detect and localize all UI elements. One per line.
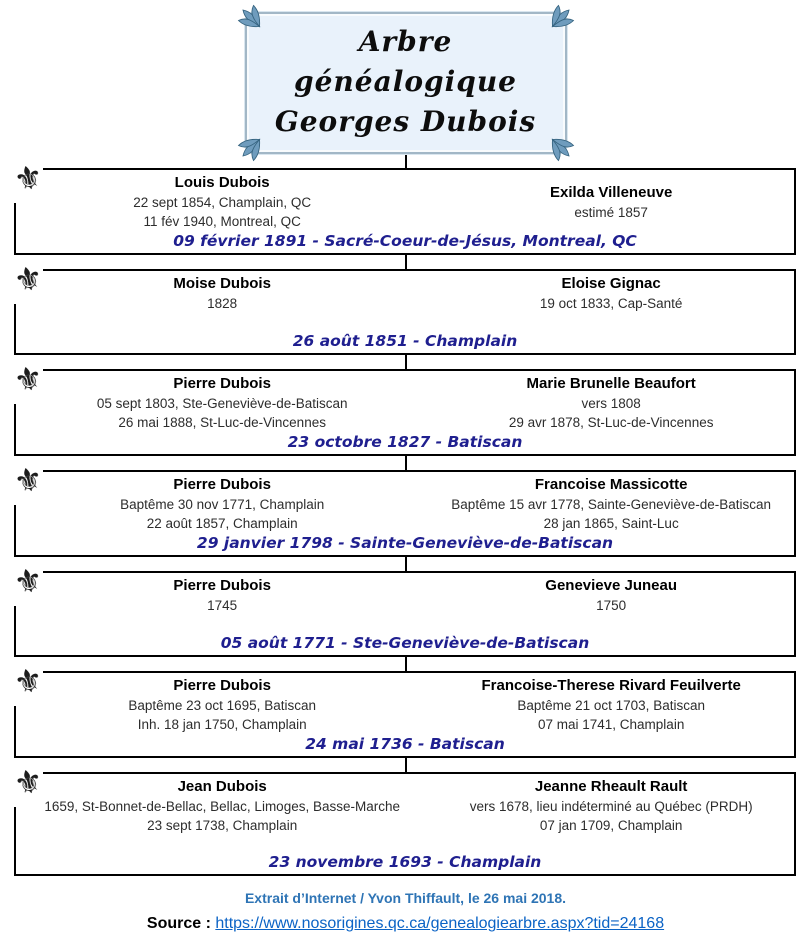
wife-cell <box>428 676 794 734</box>
couple-box <box>10 459 796 557</box>
husband-details <box>42 797 402 835</box>
title-section <box>0 0 811 154</box>
husband-details <box>42 696 402 734</box>
wife-name: Jeanne Rheault Rault <box>534 778 688 795</box>
tree-connector-line <box>405 557 407 571</box>
couple-row <box>16 371 794 432</box>
person-detail-line: 23 sept 1738, Champlain <box>147 818 298 833</box>
generation-block <box>0 758 811 876</box>
wife-name: Genevieve Juneau <box>545 577 678 594</box>
husband-name: Pierre Dubois <box>173 375 271 392</box>
person-detail-line: 22 sept 1854, Champlain, QC <box>133 195 312 210</box>
husband-details <box>42 193 402 231</box>
husband-name: Pierre Dubois <box>173 577 271 594</box>
person-detail-line: 1659, St-Bonnet-de-Bellac, Bellac, Limoges, Basse-Marche <box>44 799 400 814</box>
wife-name: Eloise Gignac <box>561 275 661 292</box>
person-detail-line: Baptême 21 oct 1703, Batiscan <box>517 698 705 713</box>
husband-details <box>42 394 402 432</box>
fleur-de-lis-icon: ⚜ <box>10 258 47 300</box>
wife-cell <box>428 274 794 313</box>
generation-block <box>0 557 811 657</box>
husband-cell <box>16 576 428 615</box>
wife-details <box>431 696 791 734</box>
source-line <box>0 913 811 935</box>
person-detail-line: Inh. 18 jan 1750, Champlain <box>137 717 307 732</box>
marriage-line: 23 novembre 1693 - Champlain <box>268 853 542 871</box>
person-detail-line: 1745 <box>207 598 238 613</box>
person-detail-line: vers 1808 <box>581 396 641 411</box>
tree-connector-line <box>405 657 407 671</box>
couple-row <box>16 774 794 835</box>
couple-box <box>10 157 796 255</box>
husband-cell <box>16 173 428 231</box>
husband-cell <box>16 777 428 835</box>
person-detail-line: 28 jan 1865, Saint-Luc <box>543 516 679 531</box>
wife-details <box>431 596 791 615</box>
wife-details <box>431 797 791 835</box>
couple-box <box>10 660 796 758</box>
wife-cell <box>428 777 794 835</box>
couple-box <box>10 358 796 456</box>
husband-details <box>42 596 402 615</box>
marriage-line: 29 janvier 1798 - Sainte-Geneviève-de-Batiscan <box>196 534 614 552</box>
husband-name: Moise Dubois <box>173 275 271 292</box>
fleur-de-lis-icon: ⚜ <box>10 358 47 400</box>
fleur-de-lis-icon: ⚜ <box>10 157 47 199</box>
husband-details <box>42 294 402 313</box>
couple-row <box>16 673 794 734</box>
source-label: Source : <box>146 915 211 932</box>
wife-details <box>431 203 791 222</box>
husband-name: Pierre Dubois <box>173 476 271 493</box>
couple-box <box>10 560 796 657</box>
tree-connector-line <box>405 758 407 772</box>
husband-cell <box>16 274 428 313</box>
generation-block <box>0 255 811 355</box>
fleur-de-lis-icon: ⚜ <box>10 761 47 803</box>
person-detail-line: 19 oct 1833, Cap-Santé <box>539 296 683 311</box>
person-detail-line: 1750 <box>596 598 627 613</box>
generation-block <box>0 657 811 758</box>
genealogy-tree <box>0 154 811 876</box>
marriage-line: 24 mai 1736 - Batiscan <box>305 735 505 753</box>
extract-credit-text: Extrait d’Internet / Yvon Thiffault, le 26 mai 2018. <box>244 890 567 906</box>
wife-cell <box>428 576 794 615</box>
footer <box>0 889 811 935</box>
couple-row <box>16 573 794 615</box>
tree-connector-line <box>405 255 407 269</box>
tree-connector-line <box>405 456 407 470</box>
person-detail-line: 1828 <box>207 296 238 311</box>
tree-connector-line <box>405 355 407 369</box>
fleur-de-lis-icon: ⚜ <box>10 459 47 501</box>
person-detail-line: 29 avr 1878, St-Luc-de-Vincennes <box>508 415 714 430</box>
generation-block <box>0 456 811 557</box>
marriage-line: 09 février 1891 - Sacré-Coeur-de-Jésus, Montreal, QC <box>173 232 637 250</box>
marriage-line: 26 août 1851 - Champlain <box>292 332 518 350</box>
husband-cell <box>16 676 428 734</box>
person-detail-line: Baptême 30 nov 1771, Champlain <box>120 497 325 512</box>
husband-details <box>42 495 402 533</box>
marriage-line: 05 août 1771 - Ste-Geneviève-de-Batiscan <box>220 634 590 652</box>
person-detail-line: 07 mai 1741, Champlain <box>537 717 685 732</box>
couple-row <box>16 170 794 231</box>
husband-name: Jean Dubois <box>177 778 267 795</box>
wife-cell <box>428 475 794 533</box>
marriage-line: 23 octobre 1827 - Batiscan <box>287 433 523 451</box>
person-detail-line: vers 1678, lieu indéterminé au Québec (PRDH) <box>469 799 753 814</box>
wife-name: Marie Brunelle Beaufort <box>526 375 696 392</box>
husband-name: Louis Dubois <box>174 174 270 191</box>
person-detail-line: 05 sept 1803, Ste-Geneviève-de-Batiscan <box>96 396 348 411</box>
couple-box <box>10 258 796 355</box>
source-link[interactable]: https://www.nosorigines.qc.ca/genealogiearbre.aspx?tid=24168 <box>215 915 665 932</box>
husband-cell <box>16 374 428 432</box>
person-detail-line: 26 mai 1888, St-Luc-de-Vincennes <box>118 415 326 430</box>
wife-name: Exilda Villeneuve <box>550 183 673 201</box>
wife-details <box>431 294 791 313</box>
tree-connector-line <box>405 154 407 168</box>
couple-box <box>10 761 796 876</box>
wife-name: Francoise Massicotte <box>534 476 688 493</box>
page-title-line1: Arbre généalogique <box>294 25 517 98</box>
title-box <box>245 12 567 154</box>
husband-cell <box>16 475 428 533</box>
fleur-de-lis-icon: ⚜ <box>10 660 47 702</box>
couple-row <box>16 472 794 533</box>
wife-cell <box>428 374 794 432</box>
wife-details <box>431 394 791 432</box>
wife-details <box>431 495 791 533</box>
fleur-de-lis-icon: ⚜ <box>10 560 47 602</box>
person-detail-line: 07 jan 1709, Champlain <box>539 818 683 833</box>
wife-cell <box>428 183 794 222</box>
wife-name: Francoise-Therese Rivard Feuilverte <box>481 677 741 694</box>
person-detail-line: estimé 1857 <box>574 204 648 220</box>
husband-name: Pierre Dubois <box>173 677 271 694</box>
person-detail-line: 11 fév 1940, Montreal, QC <box>143 214 301 229</box>
person-detail-line: Baptême 23 oct 1695, Batiscan <box>128 698 316 713</box>
person-detail-line: 22 août 1857, Champlain <box>146 516 298 531</box>
generation-block <box>0 355 811 456</box>
couple-row <box>16 271 794 313</box>
page-title-line2: Georges Dubois <box>274 105 537 138</box>
person-detail-line: Baptême 15 avr 1778, Sainte-Geneviève-de-Batiscan <box>451 497 771 512</box>
generation-block <box>0 154 811 255</box>
